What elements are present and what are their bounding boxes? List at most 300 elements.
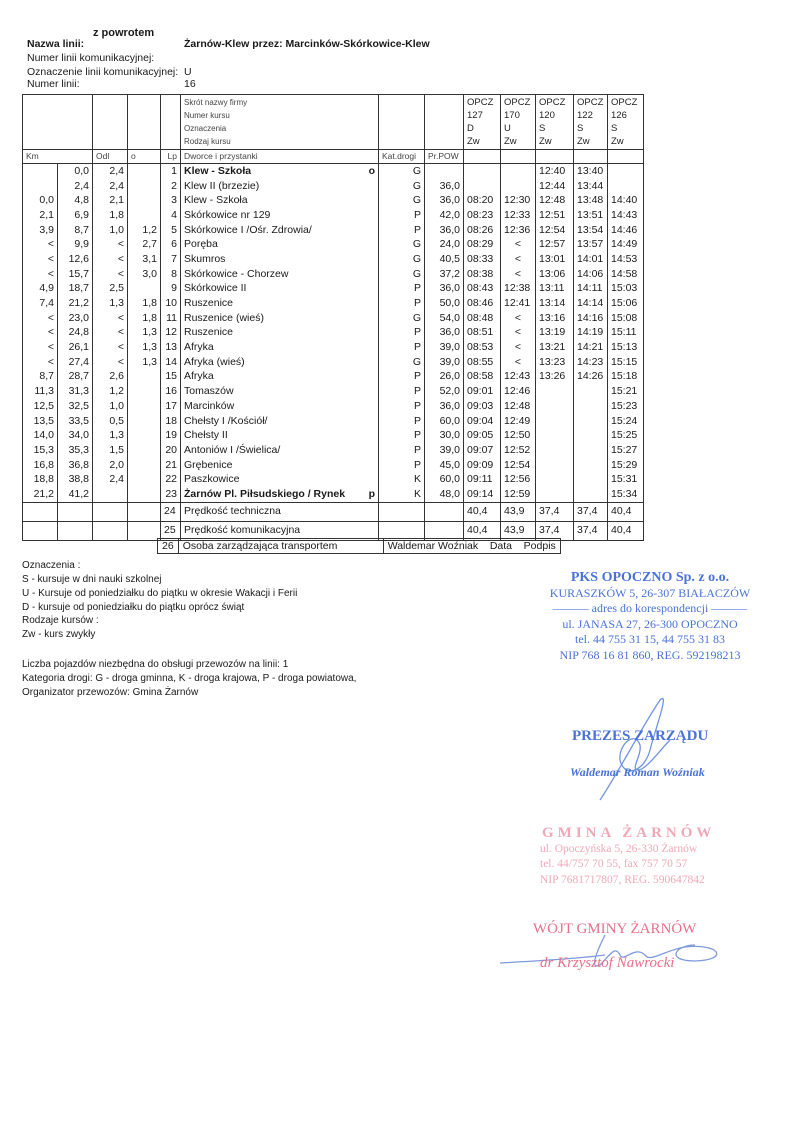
course-header: OPCZ 122 S Zw xyxy=(574,95,608,150)
meta-label-company: Skrót nazwy firmy xyxy=(184,98,248,107)
road-category: P xyxy=(379,326,425,341)
departure-time: 15:08 xyxy=(608,311,644,326)
road-category: K xyxy=(379,487,425,502)
km-from-start: < xyxy=(23,267,58,282)
stop-name xyxy=(181,179,379,194)
detour-distance xyxy=(128,414,161,429)
stop-row xyxy=(23,296,644,311)
line-name-value: Żarnów-Klew przez: Marcinków-Skórkowice-Klew xyxy=(184,38,430,50)
km-from-start: 13,5 xyxy=(23,414,58,429)
road-category: P xyxy=(379,282,425,297)
km-from-start: 14,0 xyxy=(23,428,58,443)
stop-name xyxy=(181,414,379,429)
stop-lp: 19 xyxy=(161,428,181,443)
stop-name-text: Skórkowice II xyxy=(184,282,247,295)
prezes-signature xyxy=(580,690,690,810)
empty-cell xyxy=(58,502,93,521)
stop-name xyxy=(181,355,379,370)
km-total: 8,7 xyxy=(58,223,93,238)
km-from-start: 15,3 xyxy=(23,443,58,458)
wojt-name: dr Krzysztof Nawrocki xyxy=(540,955,675,971)
departure-time: 15:25 xyxy=(608,428,644,443)
distance: 2,5 xyxy=(93,282,128,297)
pr-pow: 42,0 xyxy=(425,208,464,223)
departure-time: 14:11 xyxy=(574,282,608,297)
line-designation-label: Oznaczenie linii komunikacyjnej: xyxy=(27,66,179,78)
departure-time xyxy=(536,487,574,502)
departure-time xyxy=(608,179,644,194)
speed-value: 37,4 xyxy=(536,521,574,540)
pr-pow: 36,0 xyxy=(425,282,464,297)
stop-lp: 21 xyxy=(161,458,181,473)
stop-row xyxy=(23,267,644,282)
speed-value: 40,4 xyxy=(464,521,501,540)
detour-distance: 3,0 xyxy=(128,267,161,282)
km-from-start: 11,3 xyxy=(23,384,58,399)
departure-time: 12:59 xyxy=(501,487,536,502)
road-category: G xyxy=(379,267,425,282)
pr-pow: 36,0 xyxy=(425,223,464,238)
departure-time: 12:49 xyxy=(501,414,536,429)
speed-value: 40,4 xyxy=(608,502,644,521)
departure-time: 09:03 xyxy=(464,399,501,414)
departure-time: < xyxy=(501,355,536,370)
pr-pow: 60,0 xyxy=(425,472,464,487)
detour-distance xyxy=(128,370,161,385)
departure-time: 13:48 xyxy=(574,193,608,208)
departure-time: < xyxy=(501,267,536,282)
departure-time: 15:21 xyxy=(608,384,644,399)
departure-time: 15:15 xyxy=(608,355,644,370)
legend-organizer: Organizator przewozów: Gmina Żarnów xyxy=(22,687,199,698)
stop-name-text: Chełsty I /Kościół/ xyxy=(184,414,268,427)
manager-label: Osoba zarządzająca transportem xyxy=(179,539,384,553)
pr-pow: 40,5 xyxy=(425,252,464,267)
stop-name-text: Paszkowice xyxy=(184,473,240,486)
detour-distance xyxy=(128,193,161,208)
departure-time: < xyxy=(501,252,536,267)
departure-time xyxy=(536,443,574,458)
departure-time: 12:56 xyxy=(501,472,536,487)
legend-designation-d: D - kursuje od poniedziałku do piątku oprócz świąt xyxy=(22,602,245,613)
km-total: 18,7 xyxy=(58,282,93,297)
pr-pow: 48,0 xyxy=(425,487,464,502)
stop-name xyxy=(181,208,379,223)
departure-time: 08:51 xyxy=(464,326,501,341)
line-number-label: Numer linii: xyxy=(27,78,80,90)
course-meta-row xyxy=(23,95,644,150)
km-total: 31,3 xyxy=(58,384,93,399)
empty-cell xyxy=(128,502,161,521)
empty-cell xyxy=(93,521,128,540)
distance: < xyxy=(93,252,128,267)
departure-time: 15:18 xyxy=(608,370,644,385)
stop-name-text: Grębenice xyxy=(184,458,233,471)
departure-time: 12:50 xyxy=(501,428,536,443)
departure-time: 12:40 xyxy=(536,164,574,179)
departure-time xyxy=(536,414,574,429)
distance: 2,0 xyxy=(93,458,128,473)
distance: < xyxy=(93,311,128,326)
departure-time: 14:53 xyxy=(608,252,644,267)
departure-time xyxy=(464,179,501,194)
stop-name-text: Antoniów I /Świelica/ xyxy=(184,443,281,456)
departure-time: < xyxy=(501,340,536,355)
empty-cell xyxy=(58,521,93,540)
empty-cell xyxy=(93,502,128,521)
departure-time: 13:40 xyxy=(574,164,608,179)
stop-row xyxy=(23,340,644,355)
pr-pow: 52,0 xyxy=(425,384,464,399)
departure-time: 08:20 xyxy=(464,193,501,208)
departure-time: 12:43 xyxy=(501,370,536,385)
departure-time xyxy=(536,399,574,414)
stop-mark: p xyxy=(368,487,375,500)
stop-name xyxy=(181,340,379,355)
detour-distance: 1,3 xyxy=(128,355,161,370)
detour-distance: 1,3 xyxy=(128,340,161,355)
stop-name-text: Skumros xyxy=(184,252,226,265)
detour-distance xyxy=(128,208,161,223)
stop-name xyxy=(181,443,379,458)
departure-time: 15:06 xyxy=(608,296,644,311)
stop-row xyxy=(23,252,644,267)
km-from-start: 12,5 xyxy=(23,399,58,414)
stop-name-text: Afryka xyxy=(184,341,214,354)
course-header: OPCZ 127 D Zw xyxy=(464,95,501,150)
prezes-name: Waldemar Roman Woźniak xyxy=(570,765,705,779)
departure-time: 08:55 xyxy=(464,355,501,370)
summary-label: Prędkość techniczna xyxy=(181,502,379,521)
departure-time: 12:57 xyxy=(536,237,574,252)
detour-distance xyxy=(128,282,161,297)
distance: < xyxy=(93,267,128,282)
detour-distance: 1,3 xyxy=(128,326,161,341)
pr-pow: 36,0 xyxy=(425,179,464,194)
departure-time: 14:14 xyxy=(574,296,608,311)
course-meta-labels xyxy=(181,95,379,150)
stop-lp: 17 xyxy=(161,399,181,414)
departure-time: 08:43 xyxy=(464,282,501,297)
stop-lp: 8 xyxy=(161,267,181,282)
departure-time: 08:46 xyxy=(464,296,501,311)
road-category: P xyxy=(379,399,425,414)
manager-date-label: Data xyxy=(489,540,512,552)
departure-time xyxy=(574,487,608,502)
stop-lp: 10 xyxy=(161,296,181,311)
departure-time xyxy=(574,428,608,443)
stop-row xyxy=(23,414,644,429)
stop-name xyxy=(181,223,379,238)
pr-pow: 60,0 xyxy=(425,414,464,429)
departure-time: 09:04 xyxy=(464,414,501,429)
detour-distance: 1,8 xyxy=(128,311,161,326)
departure-time: 13:44 xyxy=(574,179,608,194)
legend-designation-s: S - kursuje w dni nauki szkolnej xyxy=(22,574,162,585)
stop-row xyxy=(23,487,644,502)
km-total: 12,6 xyxy=(58,252,93,267)
stop-name xyxy=(181,311,379,326)
distance: 1,0 xyxy=(93,223,128,238)
speed-value: 37,4 xyxy=(574,521,608,540)
stop-name xyxy=(181,458,379,473)
km-from-start: < xyxy=(23,311,58,326)
departure-time: 09:09 xyxy=(464,458,501,473)
speed-value: 43,9 xyxy=(501,502,536,521)
km-from-start: 4,9 xyxy=(23,282,58,297)
distance: 1,8 xyxy=(93,208,128,223)
detour-distance xyxy=(128,164,161,179)
line-name-label: Nazwa linii: xyxy=(27,38,85,50)
km-from-start: 3,9 xyxy=(23,223,58,238)
stop-name-text: Poręba xyxy=(184,238,218,251)
departure-time: 15:31 xyxy=(608,472,644,487)
distance: 1,3 xyxy=(93,428,128,443)
departure-time: 14:40 xyxy=(608,193,644,208)
stop-name xyxy=(181,428,379,443)
departure-time: 09:07 xyxy=(464,443,501,458)
distance: 1,2 xyxy=(93,384,128,399)
speed-value: 40,4 xyxy=(464,502,501,521)
legend-designations-title: Oznaczenia : xyxy=(22,560,81,571)
stop-name-text: Skórkowice - Chorzew xyxy=(184,267,289,280)
stop-row xyxy=(23,399,644,414)
stop-row xyxy=(23,223,644,238)
road-category: P xyxy=(379,296,425,311)
km-from-start: 21,2 xyxy=(23,487,58,502)
departure-time xyxy=(536,428,574,443)
pr-pow: 36,0 xyxy=(425,193,464,208)
empty-cell xyxy=(379,502,425,521)
stop-lp: 13 xyxy=(161,340,181,355)
km-from-start: 18,8 xyxy=(23,472,58,487)
detour-distance xyxy=(128,458,161,473)
stop-row xyxy=(23,326,644,341)
stop-lp: 4 xyxy=(161,208,181,223)
stop-lp: 16 xyxy=(161,384,181,399)
stop-lp: 23 xyxy=(161,487,181,502)
km-from-start: < xyxy=(23,355,58,370)
departure-time xyxy=(574,472,608,487)
speed-value: 37,4 xyxy=(574,502,608,521)
column-header-lp: Lp xyxy=(161,150,181,164)
departure-time: 14:01 xyxy=(574,252,608,267)
km-total: 23,0 xyxy=(58,311,93,326)
distance: < xyxy=(93,326,128,341)
prezes-title: PREZES ZARZĄDU xyxy=(572,728,709,744)
pr-pow: 26,0 xyxy=(425,370,464,385)
stop-lp: 18 xyxy=(161,414,181,429)
departure-time: 14:19 xyxy=(574,326,608,341)
departure-time: 14:49 xyxy=(608,237,644,252)
pr-pow: 36,0 xyxy=(425,326,464,341)
departure-time: 14:26 xyxy=(574,370,608,385)
timetable xyxy=(22,94,644,541)
departure-time: 12:38 xyxy=(501,282,536,297)
departure-time: 12:51 xyxy=(536,208,574,223)
column-header-km: Km xyxy=(23,150,93,164)
departure-time: 15:27 xyxy=(608,443,644,458)
departure-time: 13:01 xyxy=(536,252,574,267)
pr-pow xyxy=(425,164,464,179)
stop-lp: 15 xyxy=(161,370,181,385)
distance: 2,6 xyxy=(93,370,128,385)
departure-time: 13:06 xyxy=(536,267,574,282)
road-category: G xyxy=(379,252,425,267)
stop-row xyxy=(23,443,644,458)
distance: 1,5 xyxy=(93,443,128,458)
departure-time: 08:23 xyxy=(464,208,501,223)
pr-pow: 54,0 xyxy=(425,311,464,326)
departure-time: 08:33 xyxy=(464,252,501,267)
km-from-start: 7,4 xyxy=(23,296,58,311)
road-category: P xyxy=(379,414,425,429)
detour-distance: 3,1 xyxy=(128,252,161,267)
departure-time: 12:52 xyxy=(501,443,536,458)
departure-time: 09:01 xyxy=(464,384,501,399)
km-total: 26,1 xyxy=(58,340,93,355)
departure-time: 09:11 xyxy=(464,472,501,487)
stop-name-text: Ruszenice xyxy=(184,326,234,339)
departure-time: 15:34 xyxy=(608,487,644,502)
stop-lp: 2 xyxy=(161,179,181,194)
pr-pow: 36,0 xyxy=(425,399,464,414)
document-subtitle: z powrotem xyxy=(93,27,155,39)
legend-road-categories: Kategoria drogi: G - droga gminna, K - droga krajowa, P - droga powiatowa, xyxy=(22,673,357,684)
pr-pow: 24,0 xyxy=(425,237,464,252)
departure-time: 13:26 xyxy=(536,370,574,385)
departure-time xyxy=(536,458,574,473)
stop-name-text: Ruszenice xyxy=(184,297,234,310)
stop-lp: 5 xyxy=(161,223,181,238)
departure-time: 12:33 xyxy=(501,208,536,223)
stop-name-text: Skórkowice I /Ośr. Zdrowia/ xyxy=(184,223,312,236)
km-from-start: 16,8 xyxy=(23,458,58,473)
line-number-value: 16 xyxy=(184,78,196,90)
departure-time xyxy=(574,443,608,458)
stop-mark: o xyxy=(368,164,375,177)
km-from-start: < xyxy=(23,237,58,252)
departure-time: 12:41 xyxy=(501,296,536,311)
stop-row xyxy=(23,282,644,297)
stop-name-text: Chełsty II xyxy=(184,429,228,442)
departure-time: 13:57 xyxy=(574,237,608,252)
departure-time: 12:48 xyxy=(501,399,536,414)
road-category: P xyxy=(379,340,425,355)
departure-time: 13:21 xyxy=(536,340,574,355)
departure-time: 14:23 xyxy=(574,355,608,370)
departure-time xyxy=(536,384,574,399)
stop-lp: 20 xyxy=(161,443,181,458)
km-total: 32,5 xyxy=(58,399,93,414)
stop-row xyxy=(23,179,644,194)
departure-time: 14:06 xyxy=(574,267,608,282)
departure-time: < xyxy=(501,326,536,341)
course-header: OPCZ 170 U Zw xyxy=(501,95,536,150)
pr-pow: 30,0 xyxy=(425,428,464,443)
stop-name-text: Klew - Szkoła xyxy=(184,194,248,207)
stop-lp: 22 xyxy=(161,472,181,487)
column-header-kat: Kat.drogi xyxy=(379,150,425,164)
km-from-start: < xyxy=(23,340,58,355)
road-category: G xyxy=(379,164,425,179)
stop-lp: 14 xyxy=(161,355,181,370)
course-header: OPCZ 120 S Zw xyxy=(536,95,574,150)
departure-time: 08:29 xyxy=(464,237,501,252)
distance: 0,5 xyxy=(93,414,128,429)
stop-row xyxy=(23,193,644,208)
column-header-prpow: Pr.POW xyxy=(425,150,464,164)
stop-name-text: Afryka (wieś) xyxy=(184,355,245,368)
empty-cell xyxy=(23,502,58,521)
departure-time xyxy=(501,179,536,194)
line-designation-value: U xyxy=(184,66,192,78)
pks-opoczno-stamp: PKS OPOCZNO Sp. z o.o. KURASZKÓW 5, 26-307 BIAŁACZÓW ——— adres do korespondencji ——— ul. JANASA 27, 26-300 OPOCZNO tel. 44 755 31 15, 44 755 31 83 NIP 768 16 81 860, REG. 592198213 xyxy=(549,570,751,662)
stop-name xyxy=(181,252,379,267)
distance: 2,1 xyxy=(93,193,128,208)
column-header-odl: Odl xyxy=(93,150,128,164)
pr-pow: 37,2 xyxy=(425,267,464,282)
km-total: 15,7 xyxy=(58,267,93,282)
summary-lp: 25 xyxy=(161,521,181,540)
stop-name xyxy=(181,193,379,208)
departure-time: 12:54 xyxy=(536,223,574,238)
meta-label-number: Numer kursu xyxy=(184,111,230,120)
departure-time: 12:48 xyxy=(536,193,574,208)
km-from-start: 0,0 xyxy=(23,193,58,208)
road-category: G xyxy=(379,179,425,194)
departure-time: 13:16 xyxy=(536,311,574,326)
speed-value: 40,4 xyxy=(608,521,644,540)
stop-name xyxy=(181,370,379,385)
departure-time: 13:19 xyxy=(536,326,574,341)
stop-row xyxy=(23,237,644,252)
stop-name xyxy=(181,384,379,399)
detour-distance: 1,8 xyxy=(128,296,161,311)
detour-distance xyxy=(128,428,161,443)
departure-time: 13:14 xyxy=(536,296,574,311)
km-total: 34,0 xyxy=(58,428,93,443)
empty-cell xyxy=(23,521,58,540)
pr-pow: 39,0 xyxy=(425,340,464,355)
km-from-start: 8,7 xyxy=(23,370,58,385)
detour-distance xyxy=(128,443,161,458)
stop-row xyxy=(23,311,644,326)
road-category: P xyxy=(379,384,425,399)
departure-time: 13:51 xyxy=(574,208,608,223)
legend-vehicles: Liczba pojazdów niezbędna do obsługi przewozów na linii: 1 xyxy=(22,659,289,670)
km-total: 41,2 xyxy=(58,487,93,502)
km-total: 0,0 xyxy=(58,164,93,179)
departure-time: 14:21 xyxy=(574,340,608,355)
departure-time: 13:23 xyxy=(536,355,574,370)
km-from-start: < xyxy=(23,326,58,341)
km-total: 4,8 xyxy=(58,193,93,208)
stop-name xyxy=(181,399,379,414)
road-category: P xyxy=(379,370,425,385)
departure-time: 15:23 xyxy=(608,399,644,414)
stop-lp: 9 xyxy=(161,282,181,297)
departure-time: 08:48 xyxy=(464,311,501,326)
stop-row xyxy=(23,458,644,473)
departure-time: 08:38 xyxy=(464,267,501,282)
road-category: P xyxy=(379,208,425,223)
stop-name-text: Skórkowice nr 129 xyxy=(184,208,271,221)
departure-time xyxy=(574,399,608,414)
detour-distance xyxy=(128,399,161,414)
departure-time: 08:26 xyxy=(464,223,501,238)
stop-row xyxy=(23,472,644,487)
